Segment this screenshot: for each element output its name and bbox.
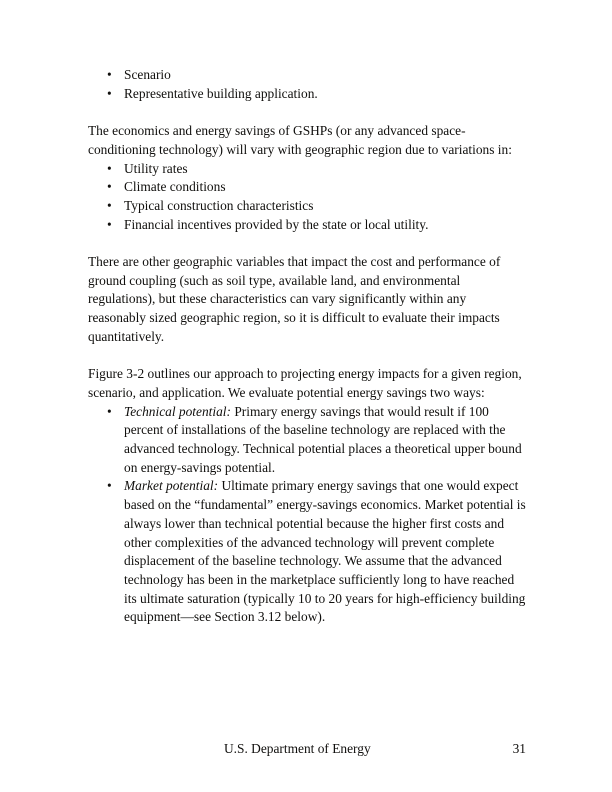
list-item xyxy=(88,403,526,478)
list-item xyxy=(88,178,526,197)
list-item-label: Utility rates xyxy=(124,160,188,176)
definition-technical-potential: Primary energy savings that would result if 100 percent of installations of the baseline technology are replaced with the advanced technology. Technical potential places a theoretical upper bound on energy-savings potential. xyxy=(124,403,522,475)
list-item xyxy=(88,85,526,104)
list-item-label: Typical construction characteristics xyxy=(124,197,314,213)
paragraph-geographic-variables: There are other geographic variables that impact the cost and performance of ground coupling (such as soil type, available land, and environmental regulations), but these characteristics can vary significantly within any reasonably sized geographic region, so it is difficult to evaluate their impacts quantitatively. xyxy=(88,254,501,344)
bullet-disc-icon: • xyxy=(107,403,112,419)
list-item-label: Climate conditions xyxy=(124,179,226,195)
paragraph-spacer xyxy=(88,234,526,253)
footer-organization: U.S. Department of Energy xyxy=(224,741,371,756)
paragraph-variations: The economics and energy savings of GSHPs (or any advanced space-conditioning technology) will vary with geographic region due to variations in: xyxy=(88,123,512,157)
paragraph-figure-reference: Figure 3-2 outlines our approach to projecting energy impacts for a given region, scenario, and application. We evaluate potential energy savings two ways: xyxy=(88,366,522,400)
page-number: 31 xyxy=(512,741,526,756)
list-item xyxy=(88,197,526,216)
paragraph-spacer xyxy=(88,347,526,366)
list-item xyxy=(88,477,526,627)
bullet-disc-icon: • xyxy=(107,197,112,213)
term-market-potential: Market potential: xyxy=(124,478,219,494)
bullet-disc-icon: • xyxy=(107,85,112,101)
bullet-list-top xyxy=(88,66,526,103)
page-footer xyxy=(88,740,526,760)
list-item xyxy=(88,160,526,179)
list-item-label: Financial incentives provided by the state or local utility. xyxy=(124,216,429,232)
term-technical-potential: Technical potential: xyxy=(124,403,231,419)
bullet-disc-icon: • xyxy=(107,160,112,176)
list-item xyxy=(88,66,526,85)
bullet-disc-icon: • xyxy=(107,67,112,82)
bullet-disc-icon: • xyxy=(107,216,112,232)
list-item-label: Representative building application. xyxy=(124,85,318,101)
bullet-disc-icon: • xyxy=(107,179,112,195)
definition-market-potential: Ultimate primary energy savings that one would expect based on the “fundamental” energy-savings economics. Market potential is always lower than technical potential because the higher first costs and other complexities of the advanced technology will prevent complete displacement of the baseline technology. We assume that the advanced technology has been in the marketplace sufficiently long to have reached its ultimate saturation (typically 10 to 20 years for high-efficiency building equipment—see Section 3.12 below). xyxy=(124,478,526,625)
bullet-list-variations xyxy=(88,160,526,235)
list-item xyxy=(88,216,526,235)
list-item-label: Scenario xyxy=(124,67,171,82)
bullet-list-potential xyxy=(88,403,526,627)
page-content xyxy=(88,66,526,627)
bullet-disc-icon: • xyxy=(107,478,112,494)
paragraph-spacer xyxy=(88,103,526,122)
